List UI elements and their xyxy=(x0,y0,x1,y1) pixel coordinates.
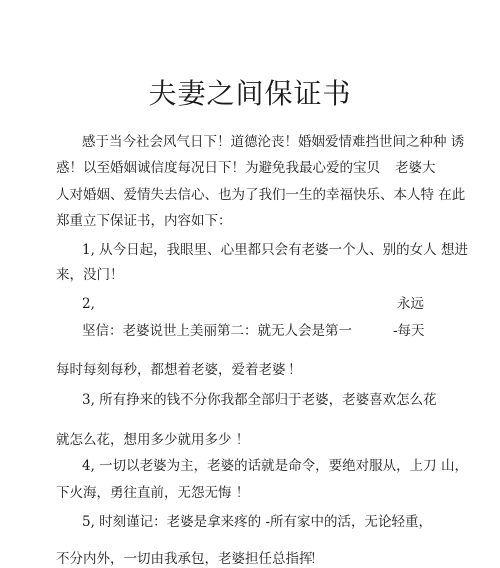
paragraph-line xyxy=(82,322,448,340)
paragraph-line xyxy=(56,361,448,379)
paragraph-text: 老婆大 xyxy=(395,160,436,176)
list-item: 3, 所有挣来的钱不分你我都全部归于老婆，老婆喜欢怎么花 xyxy=(82,392,437,408)
paragraph-line: 来，没门！ xyxy=(56,267,124,283)
paragraph-line: 感于当今社会风气日下！道德沦丧！婚姻爱情难挡世间之种种 诱 xyxy=(82,134,465,150)
list-item: 4, 一切以老婆为主，老婆的话就是命令，要绝对服从，上刀 山， xyxy=(82,458,468,474)
paragraph-line: 下火海，勇往直前，无怨无悔 ！ xyxy=(56,485,250,501)
paragraph-text: 坚信：老婆说世上美丽第二：就无人会是第一 xyxy=(82,323,352,339)
paragraph-text: 不分内外，一切由我承包，老婆担任总指挥 xyxy=(56,551,313,567)
paragraph-line xyxy=(56,550,448,568)
paragraph-text: 每时每刻每秒，都想着老婆，爱着老婆 xyxy=(56,362,286,378)
paragraph-line xyxy=(56,159,448,177)
paragraph-line: 就怎么花，想用多少就用多少 ！ xyxy=(56,432,250,448)
list-item: 1, 从今日起，我眼里、心里都只会有老婆一个人、别的女人 想进 xyxy=(82,242,468,258)
paragraph-text: ！ xyxy=(310,551,324,567)
list-item: 5, 时刻谨记：老婆是拿来疼的 -所有家中的活，无论轻重， xyxy=(82,514,433,530)
list-number: 2, xyxy=(82,296,95,312)
paragraph-text: 惑！以至婚姻诚信度每况日下！为避免我最心爱的宝贝 xyxy=(56,160,380,176)
paragraph-text: ！ xyxy=(288,362,302,378)
paragraph-text: -每天 xyxy=(393,323,425,339)
document-title: 夫妻之间保证书 xyxy=(148,77,352,110)
paragraph-text: 永远 xyxy=(397,296,424,312)
paragraph-line: 郑重立下保证书，内容如下： xyxy=(56,213,232,229)
paragraph-line: 人对婚姻、爱情失去信心、也为了我们一生的幸福快乐、本人特 在此 xyxy=(56,187,466,203)
list-item xyxy=(82,295,448,313)
